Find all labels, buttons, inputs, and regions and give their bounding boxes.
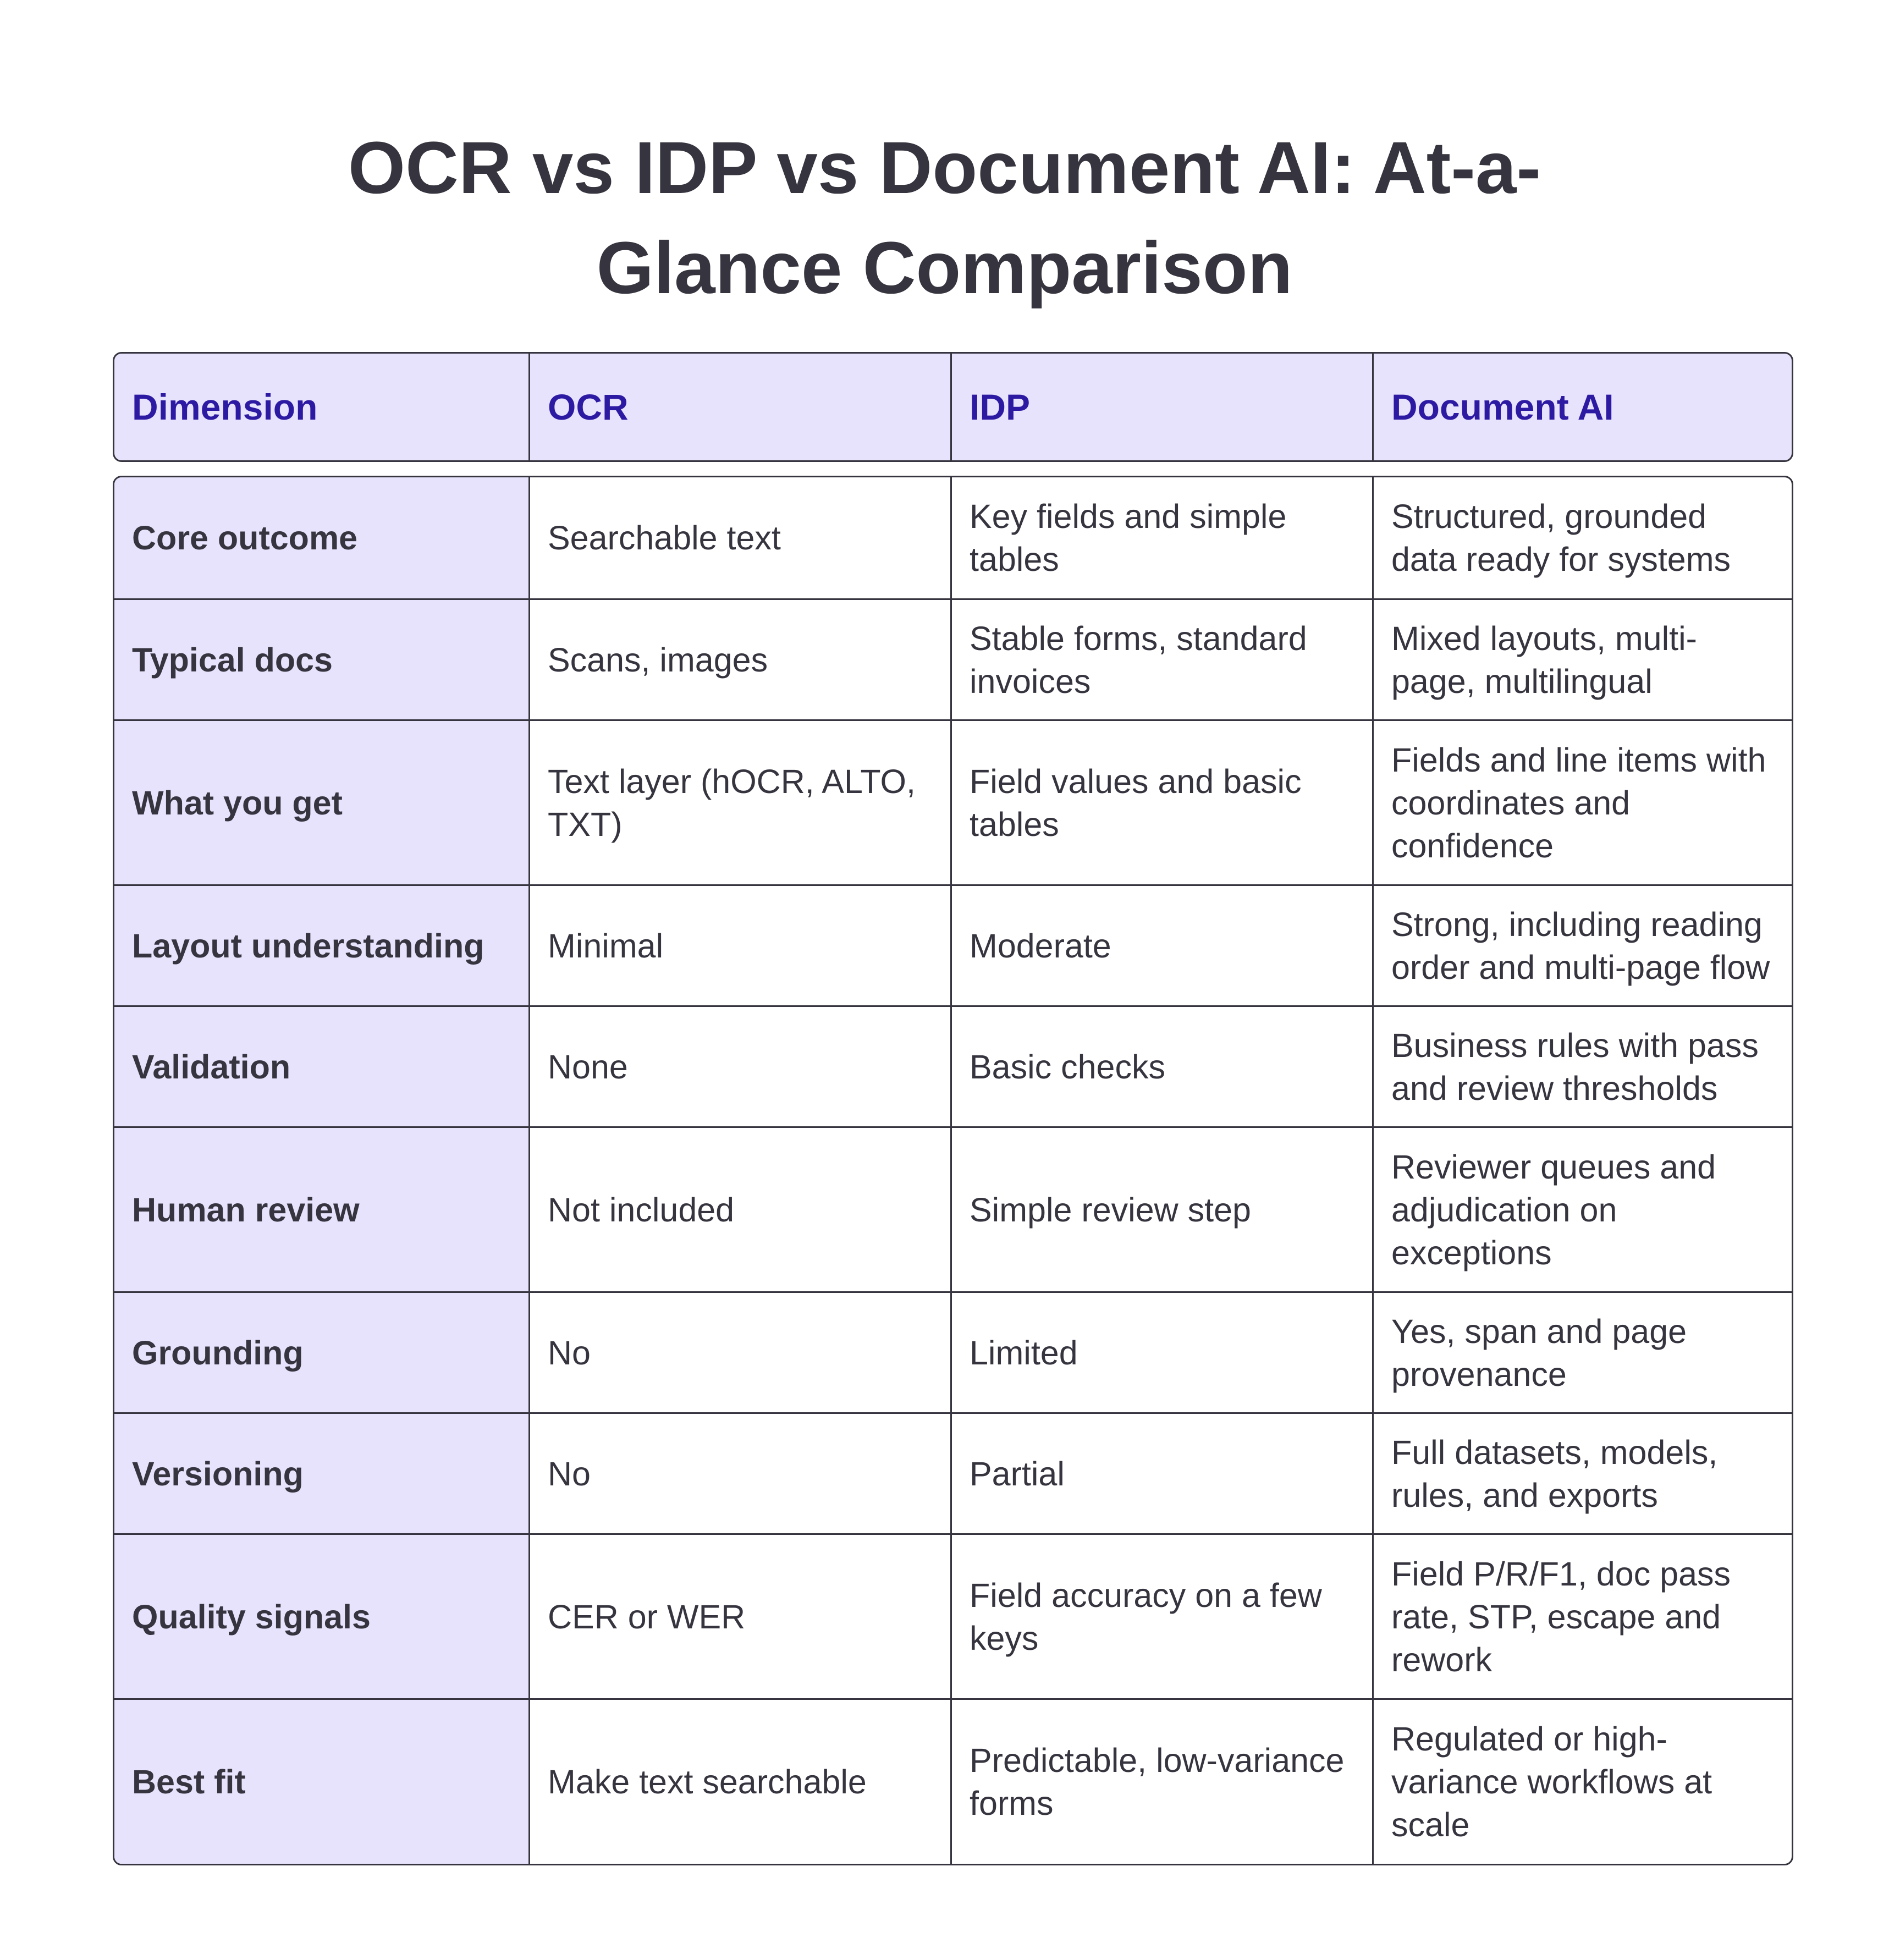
row-dimension-cell: Best fit (114, 1698, 528, 1864)
row-idp-cell: Key fields and simple tables (950, 477, 1372, 598)
title-line-1: OCR vs IDP vs Document AI: At-a- (348, 127, 1541, 209)
table-header-row (114, 354, 1792, 460)
row-dimension-cell: Layout understanding (114, 884, 528, 1005)
row-ocr-cell: CER or WER (528, 1533, 950, 1698)
row-ocr-cell: Not included (528, 1126, 950, 1291)
row-idp-cell: Predictable, low-variance forms (950, 1698, 1372, 1864)
row-document-ai-cell: Yes, span and page provenance (1372, 1291, 1792, 1412)
header-dimension: Dimension (132, 387, 318, 427)
row-idp-cell: Field accuracy on a few keys (950, 1533, 1372, 1698)
row-dimension-cell: Validation (114, 1005, 528, 1126)
row-dimension-cell: Quality signals (114, 1533, 528, 1698)
row-ocr-cell: Searchable text (528, 477, 950, 598)
row-ocr-cell: Scans, images (528, 598, 950, 719)
row-dimension-cell: Core outcome (114, 477, 528, 598)
row-document-ai-cell: Business rules with pass and review thresholds (1372, 1005, 1792, 1126)
header-ocr: OCR (528, 354, 950, 460)
header-idp: IDP (950, 354, 1372, 460)
table-header (113, 352, 1793, 462)
row-idp-cell: Field values and basic tables (950, 719, 1372, 884)
row-document-ai-cell: Regulated or high-variance workflows at scale (1372, 1698, 1792, 1864)
comparison-table (113, 476, 1793, 1865)
row-document-ai-cell: Strong, including reading order and multi-page flow (1372, 884, 1792, 1005)
row-document-ai-cell: Full datasets, models, rules, and exports (1372, 1412, 1792, 1533)
row-idp-cell: Basic checks (950, 1005, 1372, 1126)
row-document-ai-cell: Mixed layouts, multi-page, multilingual (1372, 598, 1792, 719)
title-line-2: Glance Comparison (596, 227, 1293, 309)
row-dimension-cell: Typical docs (114, 598, 528, 719)
page-title (0, 118, 1889, 318)
row-document-ai-cell: Fields and line items with coordinates and confidence (1372, 719, 1792, 884)
row-document-ai-cell: Reviewer queues and adjudication on exceptions (1372, 1126, 1792, 1291)
row-document-ai-cell: Structured, grounded data ready for systems (1372, 477, 1792, 598)
row-ocr-cell: Minimal (528, 884, 950, 1005)
row-dimension-cell: Grounding (114, 1291, 528, 1412)
row-idp-cell: Moderate (950, 884, 1372, 1005)
row-idp-cell: Stable forms, standard invoices (950, 598, 1372, 719)
row-idp-cell: Simple review step (950, 1126, 1372, 1291)
header-document-ai: Document AI (1372, 354, 1792, 460)
row-idp-cell: Limited (950, 1291, 1372, 1412)
comparison-table-grid (114, 477, 1792, 1864)
row-ocr-cell: Text layer (hOCR, ALTO, TXT) (528, 719, 950, 884)
row-dimension-cell: What you get (114, 719, 528, 884)
row-ocr-cell: None (528, 1005, 950, 1126)
row-ocr-cell: No (528, 1291, 950, 1412)
row-dimension-cell: Human review (114, 1126, 528, 1291)
row-ocr-cell: Make text searchable (528, 1698, 950, 1864)
row-dimension-cell: Versioning (114, 1412, 528, 1533)
row-ocr-cell: No (528, 1412, 950, 1533)
row-document-ai-cell: Field P/R/F1, doc pass rate, STP, escape and rework (1372, 1533, 1792, 1698)
row-idp-cell: Partial (950, 1412, 1372, 1533)
